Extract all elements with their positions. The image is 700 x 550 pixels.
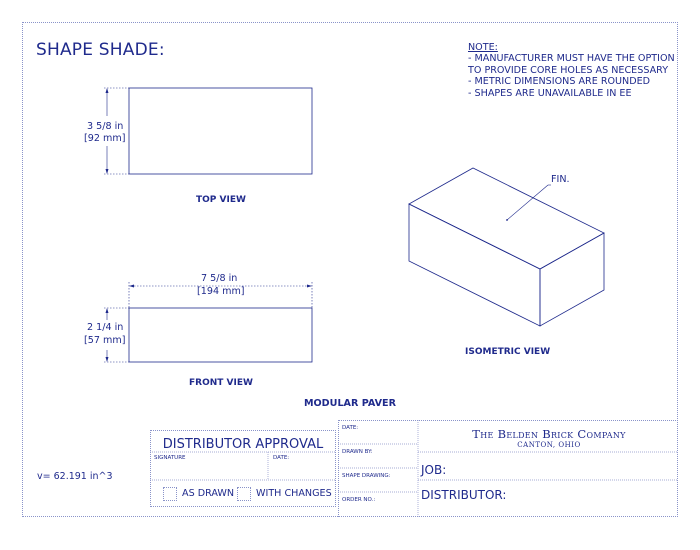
front-view-height-imperial: 2 1/4 in	[87, 322, 124, 333]
top-view-height-imperial: 3 5/8 in	[87, 121, 124, 132]
with-changes-checkbox[interactable]	[237, 487, 251, 501]
as-drawn-checkbox[interactable]	[163, 487, 177, 501]
title-block	[338, 420, 678, 517]
tb-drawn-by-label: DRAWN BY:	[342, 449, 373, 455]
approval-date-label: DATE:	[273, 455, 290, 461]
tb-date-label: DATE:	[342, 425, 359, 431]
note-line: - MANUFACTURER MUST HAVE THE OPTION	[468, 53, 675, 65]
front-view-width-metric: [194 mm]	[197, 286, 245, 297]
distributor-approval-box	[150, 430, 336, 507]
top-view-height-metric: [92 mm]	[84, 133, 126, 144]
top-view-arrow-up	[106, 88, 109, 93]
company-city: CANTON, OHIO	[517, 441, 581, 449]
signature-label: SIGNATURE	[154, 455, 186, 461]
front-view-arrow-down	[106, 357, 109, 362]
iso-right-face	[540, 233, 604, 326]
front-view-height-metric: [57 mm]	[84, 335, 126, 346]
front-view-outline	[129, 308, 312, 362]
approval-title: DISTRIBUTOR APPROVAL	[162, 437, 324, 452]
tb-order-no-label: ORDER NO.:	[342, 497, 376, 503]
isometric-brick	[409, 168, 604, 326]
note-line: - SHAPES ARE UNAVAILABLE IN EE	[468, 87, 632, 99]
with-changes-label: WITH CHANGES	[256, 488, 332, 499]
subject-label: MODULAR PAVER	[303, 398, 396, 409]
fin-callout: FIN.	[551, 174, 570, 185]
drawing-title: SHAPE SHADE:	[36, 40, 165, 60]
note-line: - METRIC DIMENSIONS ARE ROUNDED	[468, 76, 651, 88]
note-heading: NOTE:	[468, 42, 498, 53]
front-view-arrow-right	[307, 285, 312, 288]
front-view-arrow-up	[106, 308, 109, 313]
top-view-arrow-down	[106, 169, 109, 174]
company-name: The Belden Brick Company	[472, 427, 626, 441]
front-view-width-imperial: 7 5/8 in	[201, 273, 238, 284]
as-drawn-label: AS DRAWN	[182, 488, 235, 499]
fin-leader-dot	[506, 219, 508, 221]
iso-left-face	[409, 204, 540, 326]
note-line: TO PROVIDE CORE HOLES AS NECESSARY	[468, 64, 669, 76]
distributor-label: DISTRIBUTOR:	[421, 488, 507, 502]
top-view-label: TOP VIEW	[196, 195, 246, 205]
job-label: JOB:	[421, 463, 447, 477]
top-view-outline	[129, 88, 312, 174]
tb-shape-drawing-label: SHAPE DRAWING:	[342, 473, 391, 479]
volume-readout: v= 62.191 in^3	[37, 471, 113, 482]
isometric-view-label: ISOMETRIC VIEW	[465, 347, 551, 357]
front-view-arrow-left	[129, 285, 134, 288]
front-view-label: FRONT VIEW	[189, 378, 253, 388]
